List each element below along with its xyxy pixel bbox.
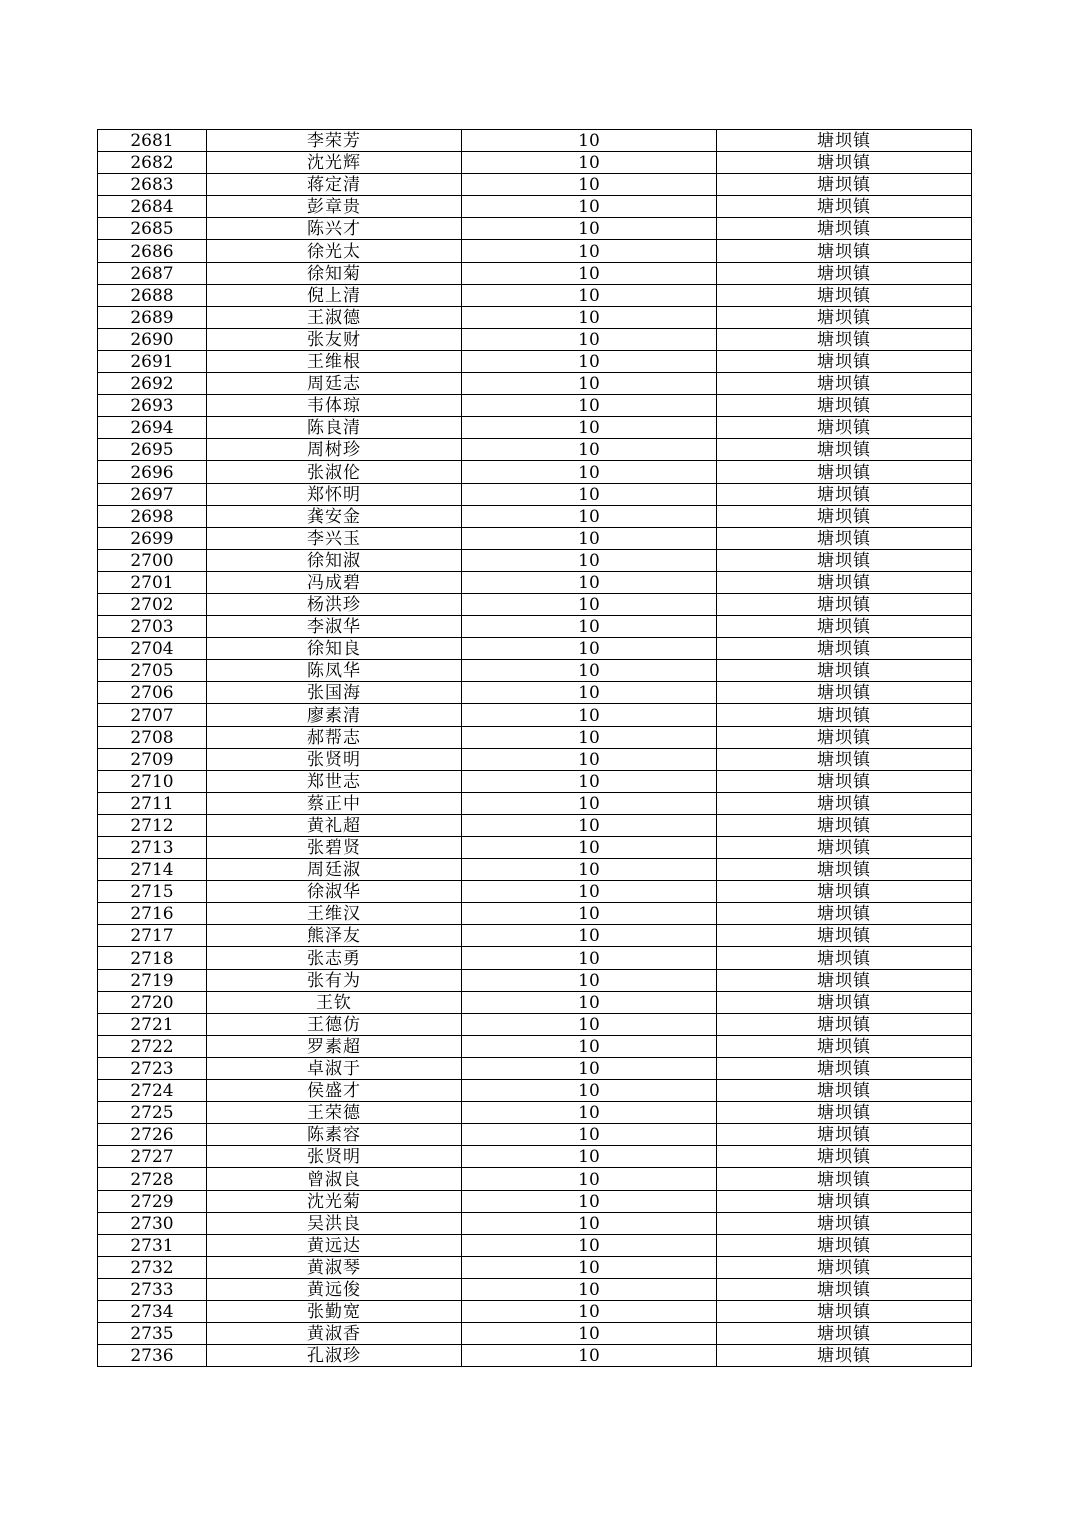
table-row bbox=[98, 1146, 972, 1168]
roster-table bbox=[97, 129, 972, 1367]
amount-cell: 10 bbox=[462, 947, 717, 969]
table-row bbox=[98, 1256, 972, 1278]
town-cell: 塘坝镇 bbox=[717, 1057, 972, 1079]
table-row bbox=[98, 925, 972, 947]
table-row bbox=[98, 704, 972, 726]
amount-cell: 10 bbox=[462, 1345, 717, 1367]
row-number-cell: 2716 bbox=[98, 903, 207, 925]
amount-cell: 10 bbox=[462, 1057, 717, 1079]
row-number-cell: 2682 bbox=[98, 152, 207, 174]
amount-cell: 10 bbox=[462, 174, 717, 196]
table-row bbox=[98, 174, 972, 196]
town-cell: 塘坝镇 bbox=[717, 1124, 972, 1146]
amount-cell: 10 bbox=[462, 284, 717, 306]
name-cell: 周树珍 bbox=[207, 439, 462, 461]
table-row bbox=[98, 859, 972, 881]
name-cell: 廖素清 bbox=[207, 704, 462, 726]
amount-cell: 10 bbox=[462, 1212, 717, 1234]
town-cell: 塘坝镇 bbox=[717, 859, 972, 881]
name-cell: 熊泽友 bbox=[207, 925, 462, 947]
row-number-cell: 2728 bbox=[98, 1168, 207, 1190]
name-cell: 王维根 bbox=[207, 350, 462, 372]
town-cell: 塘坝镇 bbox=[717, 1035, 972, 1057]
amount-cell: 10 bbox=[462, 306, 717, 328]
row-number-cell: 2689 bbox=[98, 306, 207, 328]
table-row bbox=[98, 881, 972, 903]
amount-cell: 10 bbox=[462, 350, 717, 372]
row-number-cell: 2712 bbox=[98, 814, 207, 836]
table-row bbox=[98, 240, 972, 262]
town-cell: 塘坝镇 bbox=[717, 152, 972, 174]
town-cell: 塘坝镇 bbox=[717, 1146, 972, 1168]
amount-cell: 10 bbox=[462, 1035, 717, 1057]
amount-cell: 10 bbox=[462, 726, 717, 748]
roster-table-body bbox=[98, 130, 972, 1367]
name-cell: 黄淑琴 bbox=[207, 1256, 462, 1278]
name-cell: 蒋定清 bbox=[207, 174, 462, 196]
town-cell: 塘坝镇 bbox=[717, 925, 972, 947]
row-number-cell: 2708 bbox=[98, 726, 207, 748]
town-cell: 塘坝镇 bbox=[717, 1300, 972, 1322]
table-row bbox=[98, 439, 972, 461]
row-number-cell: 2690 bbox=[98, 328, 207, 350]
table-row bbox=[98, 262, 972, 284]
name-cell: 王德仿 bbox=[207, 1013, 462, 1035]
town-cell: 塘坝镇 bbox=[717, 262, 972, 284]
table-row bbox=[98, 1124, 972, 1146]
table-row bbox=[98, 284, 972, 306]
amount-cell: 10 bbox=[462, 373, 717, 395]
amount-cell: 10 bbox=[462, 527, 717, 549]
name-cell: 张友财 bbox=[207, 328, 462, 350]
row-number-cell: 2726 bbox=[98, 1124, 207, 1146]
row-number-cell: 2734 bbox=[98, 1300, 207, 1322]
town-cell: 塘坝镇 bbox=[717, 306, 972, 328]
town-cell: 塘坝镇 bbox=[717, 1256, 972, 1278]
amount-cell: 10 bbox=[462, 837, 717, 859]
table-row bbox=[98, 1035, 972, 1057]
town-cell: 塘坝镇 bbox=[717, 439, 972, 461]
row-number-cell: 2718 bbox=[98, 947, 207, 969]
row-number-cell: 2710 bbox=[98, 770, 207, 792]
amount-cell: 10 bbox=[462, 638, 717, 660]
name-cell: 郝帮志 bbox=[207, 726, 462, 748]
amount-cell: 10 bbox=[462, 1168, 717, 1190]
table-row bbox=[98, 903, 972, 925]
town-cell: 塘坝镇 bbox=[717, 527, 972, 549]
town-cell: 塘坝镇 bbox=[717, 638, 972, 660]
amount-cell: 10 bbox=[462, 417, 717, 439]
town-cell: 塘坝镇 bbox=[717, 748, 972, 770]
row-number-cell: 2709 bbox=[98, 748, 207, 770]
name-cell: 李荣芳 bbox=[207, 130, 462, 152]
row-number-cell: 2703 bbox=[98, 616, 207, 638]
name-cell: 孔淑珍 bbox=[207, 1345, 462, 1367]
name-cell: 罗素超 bbox=[207, 1035, 462, 1057]
table-row bbox=[98, 571, 972, 593]
town-cell: 塘坝镇 bbox=[717, 240, 972, 262]
town-cell: 塘坝镇 bbox=[717, 903, 972, 925]
town-cell: 塘坝镇 bbox=[717, 1278, 972, 1300]
table-row bbox=[98, 947, 972, 969]
name-cell: 王钦 bbox=[207, 991, 462, 1013]
row-number-cell: 2715 bbox=[98, 881, 207, 903]
name-cell: 王荣德 bbox=[207, 1102, 462, 1124]
table-row bbox=[98, 1057, 972, 1079]
amount-cell: 10 bbox=[462, 152, 717, 174]
row-number-cell: 2697 bbox=[98, 483, 207, 505]
table-row bbox=[98, 373, 972, 395]
amount-cell: 10 bbox=[462, 660, 717, 682]
row-number-cell: 2684 bbox=[98, 196, 207, 218]
amount-cell: 10 bbox=[462, 240, 717, 262]
row-number-cell: 2681 bbox=[98, 130, 207, 152]
row-number-cell: 2720 bbox=[98, 991, 207, 1013]
town-cell: 塘坝镇 bbox=[717, 1080, 972, 1102]
row-number-cell: 2723 bbox=[98, 1057, 207, 1079]
table-row bbox=[98, 991, 972, 1013]
row-number-cell: 2731 bbox=[98, 1234, 207, 1256]
name-cell: 曾淑良 bbox=[207, 1168, 462, 1190]
row-number-cell: 2707 bbox=[98, 704, 207, 726]
name-cell: 卓淑于 bbox=[207, 1057, 462, 1079]
name-cell: 李兴玉 bbox=[207, 527, 462, 549]
town-cell: 塘坝镇 bbox=[717, 328, 972, 350]
amount-cell: 10 bbox=[462, 682, 717, 704]
town-cell: 塘坝镇 bbox=[717, 837, 972, 859]
row-number-cell: 2713 bbox=[98, 837, 207, 859]
amount-cell: 10 bbox=[462, 1080, 717, 1102]
town-cell: 塘坝镇 bbox=[717, 1190, 972, 1212]
town-cell: 塘坝镇 bbox=[717, 174, 972, 196]
amount-cell: 10 bbox=[462, 1124, 717, 1146]
table-row bbox=[98, 328, 972, 350]
row-number-cell: 2702 bbox=[98, 593, 207, 615]
table-row bbox=[98, 1080, 972, 1102]
town-cell: 塘坝镇 bbox=[717, 770, 972, 792]
town-cell: 塘坝镇 bbox=[717, 593, 972, 615]
row-number-cell: 2727 bbox=[98, 1146, 207, 1168]
amount-cell: 10 bbox=[462, 571, 717, 593]
amount-cell: 10 bbox=[462, 903, 717, 925]
amount-cell: 10 bbox=[462, 814, 717, 836]
amount-cell: 10 bbox=[462, 881, 717, 903]
row-number-cell: 2693 bbox=[98, 395, 207, 417]
table-row bbox=[98, 726, 972, 748]
table-row bbox=[98, 792, 972, 814]
name-cell: 张淑伦 bbox=[207, 461, 462, 483]
table-row bbox=[98, 483, 972, 505]
amount-cell: 10 bbox=[462, 218, 717, 240]
name-cell: 黄远俊 bbox=[207, 1278, 462, 1300]
name-cell: 陈凤华 bbox=[207, 660, 462, 682]
amount-cell: 10 bbox=[462, 792, 717, 814]
town-cell: 塘坝镇 bbox=[717, 792, 972, 814]
town-cell: 塘坝镇 bbox=[717, 1323, 972, 1345]
row-number-cell: 2736 bbox=[98, 1345, 207, 1367]
amount-cell: 10 bbox=[462, 1300, 717, 1322]
table-row bbox=[98, 814, 972, 836]
row-number-cell: 2724 bbox=[98, 1080, 207, 1102]
table-row bbox=[98, 969, 972, 991]
name-cell: 徐知淑 bbox=[207, 549, 462, 571]
row-number-cell: 2711 bbox=[98, 792, 207, 814]
row-number-cell: 2696 bbox=[98, 461, 207, 483]
name-cell: 冯成碧 bbox=[207, 571, 462, 593]
name-cell: 周廷淑 bbox=[207, 859, 462, 881]
name-cell: 彭章贵 bbox=[207, 196, 462, 218]
table-row bbox=[98, 593, 972, 615]
amount-cell: 10 bbox=[462, 262, 717, 284]
row-number-cell: 2694 bbox=[98, 417, 207, 439]
amount-cell: 10 bbox=[462, 439, 717, 461]
amount-cell: 10 bbox=[462, 1256, 717, 1278]
name-cell: 郑怀明 bbox=[207, 483, 462, 505]
row-number-cell: 2695 bbox=[98, 439, 207, 461]
name-cell: 张志勇 bbox=[207, 947, 462, 969]
row-number-cell: 2688 bbox=[98, 284, 207, 306]
amount-cell: 10 bbox=[462, 549, 717, 571]
amount-cell: 10 bbox=[462, 991, 717, 1013]
town-cell: 塘坝镇 bbox=[717, 549, 972, 571]
row-number-cell: 2701 bbox=[98, 571, 207, 593]
table-row bbox=[98, 218, 972, 240]
row-number-cell: 2704 bbox=[98, 638, 207, 660]
row-number-cell: 2735 bbox=[98, 1323, 207, 1345]
row-number-cell: 2692 bbox=[98, 373, 207, 395]
table-row bbox=[98, 1168, 972, 1190]
table-row bbox=[98, 130, 972, 152]
table-row bbox=[98, 152, 972, 174]
town-cell: 塘坝镇 bbox=[717, 704, 972, 726]
name-cell: 杨洪珍 bbox=[207, 593, 462, 615]
town-cell: 塘坝镇 bbox=[717, 947, 972, 969]
table-row bbox=[98, 1345, 972, 1367]
amount-cell: 10 bbox=[462, 748, 717, 770]
name-cell: 徐知菊 bbox=[207, 262, 462, 284]
town-cell: 塘坝镇 bbox=[717, 417, 972, 439]
name-cell: 沈光菊 bbox=[207, 1190, 462, 1212]
name-cell: 张贤明 bbox=[207, 748, 462, 770]
row-number-cell: 2698 bbox=[98, 505, 207, 527]
table-row bbox=[98, 306, 972, 328]
name-cell: 黄淑香 bbox=[207, 1323, 462, 1345]
name-cell: 吴洪良 bbox=[207, 1212, 462, 1234]
amount-cell: 10 bbox=[462, 1234, 717, 1256]
name-cell: 李淑华 bbox=[207, 616, 462, 638]
name-cell: 王维汉 bbox=[207, 903, 462, 925]
name-cell: 陈兴才 bbox=[207, 218, 462, 240]
town-cell: 塘坝镇 bbox=[717, 196, 972, 218]
row-number-cell: 2705 bbox=[98, 660, 207, 682]
table-row bbox=[98, 616, 972, 638]
town-cell: 塘坝镇 bbox=[717, 130, 972, 152]
town-cell: 塘坝镇 bbox=[717, 350, 972, 372]
table-row bbox=[98, 395, 972, 417]
row-number-cell: 2685 bbox=[98, 218, 207, 240]
name-cell: 张碧贤 bbox=[207, 837, 462, 859]
town-cell: 塘坝镇 bbox=[717, 616, 972, 638]
name-cell: 韦体琼 bbox=[207, 395, 462, 417]
amount-cell: 10 bbox=[462, 328, 717, 350]
row-number-cell: 2730 bbox=[98, 1212, 207, 1234]
amount-cell: 10 bbox=[462, 461, 717, 483]
table-row bbox=[98, 660, 972, 682]
amount-cell: 10 bbox=[462, 859, 717, 881]
table-row bbox=[98, 1323, 972, 1345]
name-cell: 周廷志 bbox=[207, 373, 462, 395]
town-cell: 塘坝镇 bbox=[717, 682, 972, 704]
town-cell: 塘坝镇 bbox=[717, 395, 972, 417]
name-cell: 蔡正中 bbox=[207, 792, 462, 814]
name-cell: 徐知良 bbox=[207, 638, 462, 660]
amount-cell: 10 bbox=[462, 969, 717, 991]
table-row bbox=[98, 1300, 972, 1322]
town-cell: 塘坝镇 bbox=[717, 1013, 972, 1035]
name-cell: 张有为 bbox=[207, 969, 462, 991]
table-row bbox=[98, 1234, 972, 1256]
name-cell: 陈素容 bbox=[207, 1124, 462, 1146]
table-row bbox=[98, 350, 972, 372]
row-number-cell: 2719 bbox=[98, 969, 207, 991]
table-row bbox=[98, 196, 972, 218]
amount-cell: 10 bbox=[462, 483, 717, 505]
table-row bbox=[98, 837, 972, 859]
name-cell: 陈良清 bbox=[207, 417, 462, 439]
row-number-cell: 2687 bbox=[98, 262, 207, 284]
amount-cell: 10 bbox=[462, 1102, 717, 1124]
amount-cell: 10 bbox=[462, 505, 717, 527]
name-cell: 黄礼超 bbox=[207, 814, 462, 836]
name-cell: 沈光辉 bbox=[207, 152, 462, 174]
name-cell: 张国海 bbox=[207, 682, 462, 704]
row-number-cell: 2722 bbox=[98, 1035, 207, 1057]
table-row bbox=[98, 417, 972, 439]
amount-cell: 10 bbox=[462, 1190, 717, 1212]
row-number-cell: 2732 bbox=[98, 1256, 207, 1278]
row-number-cell: 2717 bbox=[98, 925, 207, 947]
town-cell: 塘坝镇 bbox=[717, 1345, 972, 1367]
table-row bbox=[98, 1212, 972, 1234]
row-number-cell: 2683 bbox=[98, 174, 207, 196]
amount-cell: 10 bbox=[462, 1323, 717, 1345]
table-row bbox=[98, 1190, 972, 1212]
amount-cell: 10 bbox=[462, 1146, 717, 1168]
town-cell: 塘坝镇 bbox=[717, 881, 972, 903]
row-number-cell: 2691 bbox=[98, 350, 207, 372]
table-row bbox=[98, 461, 972, 483]
row-number-cell: 2729 bbox=[98, 1190, 207, 1212]
town-cell: 塘坝镇 bbox=[717, 284, 972, 306]
row-number-cell: 2706 bbox=[98, 682, 207, 704]
amount-cell: 10 bbox=[462, 925, 717, 947]
town-cell: 塘坝镇 bbox=[717, 373, 972, 395]
name-cell: 王淑德 bbox=[207, 306, 462, 328]
row-number-cell: 2700 bbox=[98, 549, 207, 571]
name-cell: 张贤明 bbox=[207, 1146, 462, 1168]
amount-cell: 10 bbox=[462, 704, 717, 726]
table-row bbox=[98, 549, 972, 571]
town-cell: 塘坝镇 bbox=[717, 1168, 972, 1190]
row-number-cell: 2725 bbox=[98, 1102, 207, 1124]
name-cell: 黄远达 bbox=[207, 1234, 462, 1256]
row-number-cell: 2721 bbox=[98, 1013, 207, 1035]
amount-cell: 10 bbox=[462, 395, 717, 417]
town-cell: 塘坝镇 bbox=[717, 1212, 972, 1234]
name-cell: 侯盛才 bbox=[207, 1080, 462, 1102]
table-row bbox=[98, 1013, 972, 1035]
amount-cell: 10 bbox=[462, 616, 717, 638]
amount-cell: 10 bbox=[462, 1013, 717, 1035]
table-row bbox=[98, 1278, 972, 1300]
town-cell: 塘坝镇 bbox=[717, 461, 972, 483]
table-row bbox=[98, 638, 972, 660]
town-cell: 塘坝镇 bbox=[717, 483, 972, 505]
town-cell: 塘坝镇 bbox=[717, 571, 972, 593]
town-cell: 塘坝镇 bbox=[717, 726, 972, 748]
table-row bbox=[98, 682, 972, 704]
table-row bbox=[98, 1102, 972, 1124]
name-cell: 徐光太 bbox=[207, 240, 462, 262]
row-number-cell: 2714 bbox=[98, 859, 207, 881]
amount-cell: 10 bbox=[462, 130, 717, 152]
name-cell: 张勤宽 bbox=[207, 1300, 462, 1322]
table-row bbox=[98, 748, 972, 770]
town-cell: 塘坝镇 bbox=[717, 218, 972, 240]
row-number-cell: 2699 bbox=[98, 527, 207, 549]
name-cell: 倪上清 bbox=[207, 284, 462, 306]
amount-cell: 10 bbox=[462, 196, 717, 218]
town-cell: 塘坝镇 bbox=[717, 660, 972, 682]
town-cell: 塘坝镇 bbox=[717, 1234, 972, 1256]
amount-cell: 10 bbox=[462, 1278, 717, 1300]
town-cell: 塘坝镇 bbox=[717, 814, 972, 836]
name-cell: 徐淑华 bbox=[207, 881, 462, 903]
town-cell: 塘坝镇 bbox=[717, 969, 972, 991]
table-row bbox=[98, 527, 972, 549]
town-cell: 塘坝镇 bbox=[717, 1102, 972, 1124]
amount-cell: 10 bbox=[462, 770, 717, 792]
town-cell: 塘坝镇 bbox=[717, 991, 972, 1013]
table-row bbox=[98, 770, 972, 792]
amount-cell: 10 bbox=[462, 593, 717, 615]
table-row bbox=[98, 505, 972, 527]
name-cell: 龚安金 bbox=[207, 505, 462, 527]
town-cell: 塘坝镇 bbox=[717, 505, 972, 527]
row-number-cell: 2686 bbox=[98, 240, 207, 262]
name-cell: 郑世志 bbox=[207, 770, 462, 792]
row-number-cell: 2733 bbox=[98, 1278, 207, 1300]
